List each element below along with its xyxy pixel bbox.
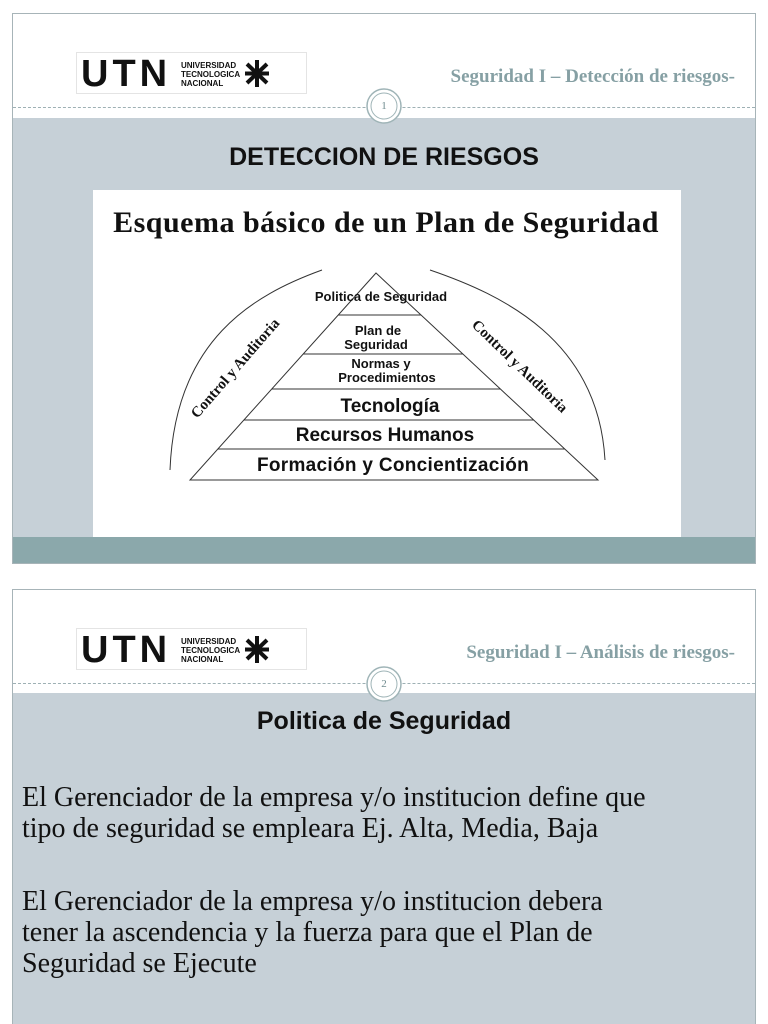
paragraph bbox=[22, 782, 646, 844]
figure-title: Esquema básico de un Plan de Seguridad bbox=[113, 206, 659, 239]
logo-name-line: NACIONAL bbox=[181, 655, 224, 664]
pyramid-level-plan: Plan de bbox=[354, 323, 402, 338]
paragraph-line: tipo de seguridad se empleara Ej. Alta, Media, Baja bbox=[22, 813, 599, 844]
utn-emblem-icon bbox=[245, 636, 269, 663]
pyramid-level-recursos: Recursos Humanos bbox=[295, 425, 475, 446]
logo-name-line: NACIONAL bbox=[181, 79, 224, 88]
logo-acronym: UTN bbox=[81, 53, 172, 95]
slide-1 bbox=[12, 13, 756, 564]
utn-emblem-icon bbox=[245, 60, 269, 87]
plan-figure bbox=[93, 190, 681, 537]
logo-name-line: UNIVERSIDAD bbox=[181, 637, 237, 646]
side-label-left: Control y Auditoria bbox=[188, 315, 284, 422]
paragraph bbox=[22, 886, 603, 979]
paragraph-line: tener la ascendencia y la fuerza para que el Plan de bbox=[22, 917, 593, 948]
slide-2 bbox=[12, 589, 756, 1024]
slide-footer-bar bbox=[13, 537, 755, 563]
header-title: Seguridad I – Análisis de riesgos- bbox=[466, 642, 735, 663]
pyramid-level-normas: Normas y bbox=[351, 356, 411, 371]
slide-title: DETECCION DE RIESGOS bbox=[229, 143, 539, 171]
slide-number: 2 bbox=[381, 678, 387, 690]
slide-number-badge bbox=[366, 88, 402, 124]
header-title: Seguridad I – Detección de riesgos- bbox=[450, 66, 735, 87]
slide-title: Politica de Seguridad bbox=[256, 707, 512, 735]
paragraph-line: El Gerenciador de la empresa y/o institucion define que bbox=[22, 782, 646, 813]
utn-logo bbox=[76, 628, 307, 670]
plan-seguridad-diagram bbox=[93, 190, 681, 537]
pyramid-level-plan: Seguridad bbox=[344, 337, 408, 352]
logo-acronym: UTN bbox=[81, 629, 172, 671]
paragraph-line: Seguridad se Ejecute bbox=[22, 948, 257, 979]
utn-logo bbox=[76, 52, 307, 94]
logo-institution-name bbox=[181, 637, 240, 664]
side-label-right: Control y Auditoria bbox=[468, 317, 571, 417]
pyramid-level-normas: Procedimientos bbox=[338, 370, 436, 385]
logo-name-line: TECNOLOGICA bbox=[181, 646, 241, 655]
slide-number-badge bbox=[366, 666, 402, 702]
paragraph-line: El Gerenciador de la empresa y/o institucion debera bbox=[22, 886, 603, 917]
logo-name-line: TECNOLOGICA bbox=[181, 70, 241, 79]
pyramid-level-tecnologia: Tecnología bbox=[340, 396, 440, 417]
logo-institution-name bbox=[181, 61, 240, 88]
slide-number: 1 bbox=[381, 100, 387, 112]
pyramid-level-formacion: Formación y Concientización bbox=[256, 455, 530, 476]
logo-name-line: UNIVERSIDAD bbox=[181, 61, 237, 70]
pyramid-level-politica: Politica de Seguridad bbox=[314, 289, 448, 304]
